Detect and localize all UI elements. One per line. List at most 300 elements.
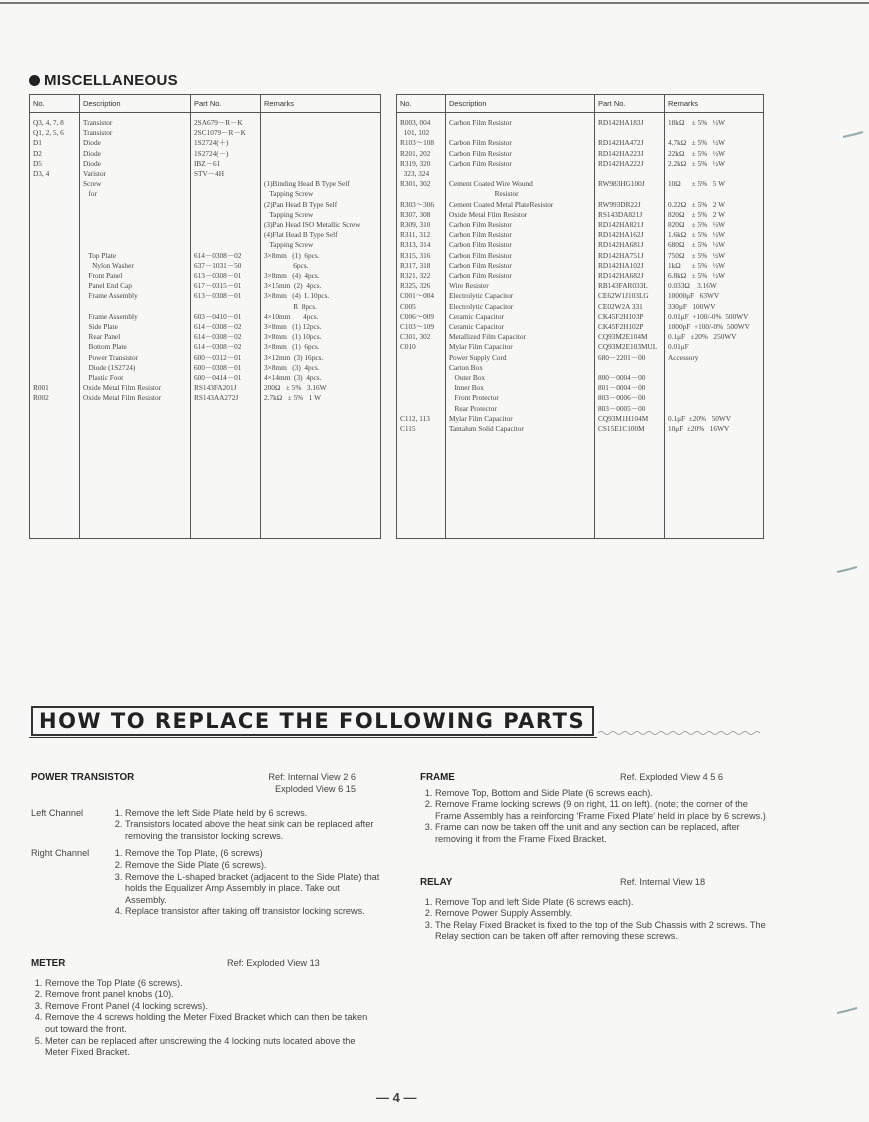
parts-table-right — [396, 94, 764, 539]
table-cell: C301, 302 — [397, 332, 446, 342]
table-row — [30, 159, 381, 169]
table-cell: 4×10mm 4pcs. — [261, 312, 381, 322]
table-row — [30, 240, 381, 250]
table-cell: D5 — [30, 159, 80, 169]
table-cell: Tapping Screw — [261, 189, 381, 199]
table-cell — [30, 373, 80, 383]
table-cell — [397, 383, 446, 393]
table-cell: 10μF ±20% 16WV — [665, 424, 764, 434]
left-channel-block — [31, 808, 381, 843]
table-cell: 2.7kΩ ± 5% 1 W — [261, 393, 381, 403]
table-cell — [665, 373, 764, 383]
table-cell — [80, 404, 191, 539]
meter-steps — [31, 978, 381, 1059]
table-cell: C115 — [397, 424, 446, 434]
table-cell — [30, 342, 80, 352]
column-header: Part No. — [191, 95, 261, 113]
table-row — [397, 200, 764, 210]
table-cell: 4.7kΩ ± 5% ½W — [665, 138, 764, 148]
table-row — [30, 393, 381, 403]
table-cell: RS143AA272J — [191, 393, 261, 403]
table-cell: Diode — [80, 149, 191, 159]
table-cell: 600－0414－01 — [191, 373, 261, 383]
table-cell: 801－0004－00 — [595, 383, 665, 393]
right-channel-label: Right Channel — [31, 848, 90, 859]
table-row — [30, 302, 381, 312]
table-row — [397, 240, 764, 250]
table-cell: (3)Pan Head ISO Metallic Screw — [261, 220, 381, 230]
table-cell — [30, 353, 80, 363]
table-cell: Carbon Film Resistor — [446, 240, 595, 250]
meter-section — [31, 958, 381, 1059]
table-cell — [30, 220, 80, 230]
table-cell — [191, 404, 261, 539]
table-cell: 6pcs. — [261, 261, 381, 271]
table-cell — [80, 302, 191, 312]
table-row — [397, 291, 764, 301]
table-row — [397, 251, 764, 261]
table-cell: CK45F2H102P — [595, 322, 665, 332]
scan-mark-icon — [842, 131, 864, 139]
table-cell — [30, 210, 80, 220]
table-row — [30, 353, 381, 363]
table-cell: 3×8mm (3) 4pcs. — [261, 363, 381, 373]
table-cell: Panel End Cap — [80, 281, 191, 291]
table-cell: Tantalum Solid Capacitor — [446, 424, 595, 434]
table-cell — [30, 230, 80, 240]
table-cell: Carbon Film Resistor — [446, 159, 595, 169]
table-cell: 3×8mm (1) 12pcs. — [261, 322, 381, 332]
table-cell — [191, 210, 261, 220]
table-cell: Q1, 2, 5, 6 — [30, 128, 80, 138]
table-cell: 614－0308－02 — [191, 251, 261, 261]
table-cell: 10Ω ± 5% 5 W — [665, 179, 764, 189]
table-cell: 617－0315－01 — [191, 281, 261, 291]
table-cell: Cement Coated Metal PlateResistor — [446, 200, 595, 210]
table-cell — [80, 230, 191, 240]
table-cell: Carton Box — [446, 363, 595, 373]
table-cell — [261, 128, 381, 138]
table-cell: 600－0308－01 — [191, 363, 261, 373]
table-cell: Power Supply Cord — [446, 353, 595, 363]
table-cell: (2)Pan Head B Type Self — [261, 200, 381, 210]
table-cell: R325, 326 — [397, 281, 446, 291]
table-row — [397, 230, 764, 240]
table-cell: R001 — [30, 383, 80, 393]
table-cell: 1000pF +100/-0% 500WV — [665, 322, 764, 332]
table-cell: Ceramic Capacitor — [446, 312, 595, 322]
table-row — [397, 353, 764, 363]
bullet-dot-icon — [29, 75, 40, 86]
table-cell: 3×8mm (1) 10pcs. — [261, 332, 381, 342]
table-cell: 803－0006－00 — [595, 393, 665, 403]
table-cell: Cement Coated Wire Wound — [446, 179, 595, 189]
column-header: No. — [30, 95, 80, 113]
table-row — [397, 404, 764, 414]
table-row — [397, 138, 764, 148]
table-cell: 2SA679－R－K — [191, 113, 261, 129]
frame-ref: Ref. Exploded View 4 5 6 — [620, 772, 724, 782]
table-cell: Nylon Washer — [80, 261, 191, 271]
table-row — [397, 322, 764, 332]
table-cell: Front Protector — [446, 393, 595, 403]
table-cell — [665, 434, 764, 538]
table-cell — [446, 128, 595, 138]
table-cell — [397, 373, 446, 383]
list-item: 1. Remove Top, Bottom and Side Plate (6 screws each). — [435, 788, 768, 800]
table-cell — [30, 281, 80, 291]
left-channel-label: Left Channel — [31, 807, 84, 818]
table-header-row — [397, 95, 764, 113]
table-cell — [191, 179, 261, 189]
table-cell: D1 — [30, 138, 80, 148]
table-cell: (1)Binding Head B Type Self — [261, 179, 381, 189]
table-cell: 0.033Ω 3.16W — [665, 281, 764, 291]
table-cell: Top Plate — [80, 251, 191, 261]
table-row — [397, 363, 764, 373]
table-row — [30, 138, 381, 148]
relay-title: RELAY — [420, 877, 453, 888]
table-cell — [30, 332, 80, 342]
table-cell — [665, 363, 764, 373]
table-cell — [397, 189, 446, 199]
table-cell: D2 — [30, 149, 80, 159]
table-cell — [665, 189, 764, 199]
table-row — [30, 291, 381, 301]
table-cell: CE62W1J103LG — [595, 291, 665, 301]
table-cell — [595, 434, 665, 538]
table-cell — [191, 189, 261, 199]
meter-title: METER — [31, 958, 66, 969]
table-cell: C010 — [397, 342, 446, 352]
table-cell: C005 — [397, 302, 446, 312]
table-row — [30, 251, 381, 261]
table-row — [30, 149, 381, 159]
relay-section — [420, 877, 768, 943]
table-row — [30, 169, 381, 179]
table-row — [397, 210, 764, 220]
table-cell: 637－1031－50 — [191, 261, 261, 271]
table-cell: RD142HA681J — [595, 240, 665, 250]
section-banner: HOW TO REPLACE THE FOLLOWING PARTS — [31, 706, 594, 736]
frame-title: FRAME — [420, 772, 455, 783]
table-cell: Carbon Film Resistor — [446, 138, 595, 148]
table-cell: 680Ω ± 5% ½W — [665, 240, 764, 250]
column-header: Remarks — [261, 95, 381, 113]
table-row — [30, 200, 381, 210]
table-cell: Oxide Metal Film Resistor — [446, 210, 595, 220]
table-cell: Screw — [80, 179, 191, 189]
table-cell — [30, 312, 80, 322]
list-item: 2. Remove the Side Plate (6 screws). — [125, 860, 381, 872]
table-row — [397, 332, 764, 342]
table-row — [397, 342, 764, 352]
table-cell — [665, 128, 764, 138]
wavy-line-decoration — [598, 730, 764, 736]
table-row — [30, 281, 381, 291]
table-cell — [397, 393, 446, 403]
table-cell — [261, 159, 381, 169]
table-cell: Mylar Film Capacitor — [446, 414, 595, 424]
table-cell: 614－0308－02 — [191, 322, 261, 332]
table-cell: CQ93M1H104M — [595, 414, 665, 424]
table-cell: 2SC1079－R－K — [191, 128, 261, 138]
table-cell: 680－2201－00 — [595, 353, 665, 363]
table-cell: R 8pcs. — [261, 302, 381, 312]
table-cell: RD142HA751J — [595, 251, 665, 261]
power-transistor-ref: Ref: Internal View 2 6 Exploded View 6 15 — [268, 772, 356, 794]
table-cell: Ceramic Capacitor — [446, 322, 595, 332]
table-cell: Tapping Screw — [261, 210, 381, 220]
table-cell: Inner Box — [446, 383, 595, 393]
column-header: No. — [397, 95, 446, 113]
table-cell: (4)Flat Head B Type Self — [261, 230, 381, 240]
table-row — [397, 383, 764, 393]
table-row — [30, 322, 381, 332]
table-cell — [30, 261, 80, 271]
table-cell: RD142HA222J — [595, 159, 665, 169]
table-cell — [191, 220, 261, 230]
table-cell: CE02W2A 331 — [595, 302, 665, 312]
table-cell: RD142HA472J — [595, 138, 665, 148]
table-cell: RW983HG100J — [595, 179, 665, 189]
table-cell: 0.1μF ±20% 250WV — [665, 332, 764, 342]
parts-table-left — [29, 94, 381, 539]
table-cell: R307, 308 — [397, 210, 446, 220]
table-cell: Power Transistor — [80, 353, 191, 363]
table-cell: 323, 324 — [397, 169, 446, 179]
table-cell: Diode — [80, 159, 191, 169]
table-cell: 101, 102 — [397, 128, 446, 138]
banner-underline — [29, 737, 597, 738]
table-cell: Mylar Film Capacitor — [446, 342, 595, 352]
table-cell: 200Ω ± 5% 3.16W — [261, 383, 381, 393]
table-cell — [595, 189, 665, 199]
table-cell — [80, 200, 191, 210]
table-cell — [30, 179, 80, 189]
table-cell: D3, 4 — [30, 169, 80, 179]
table-cell: C112, 113 — [397, 414, 446, 424]
list-item: 1. Remove the Top Plate (6 screws). — [45, 978, 381, 990]
table-cell: R003, 004 — [397, 113, 446, 129]
table-row — [30, 312, 381, 322]
scan-mark-icon — [836, 566, 858, 574]
table-row — [30, 220, 381, 230]
table-cell: Rear Protector — [446, 404, 595, 414]
table-row — [397, 189, 764, 199]
table-cell — [30, 291, 80, 301]
table-cell: Carbon Film Resistor — [446, 261, 595, 271]
table-row — [30, 383, 381, 393]
table-cell — [30, 251, 80, 261]
table-cell: 613－0308－01 — [191, 271, 261, 281]
table-cell: 750Ω ± 5% ½W — [665, 251, 764, 261]
table-cell: C103～109 — [397, 322, 446, 332]
column-header: Description — [80, 95, 191, 113]
list-item: 4. Replace transistor after taking off transistor locking screws. — [125, 906, 381, 918]
power-transistor-section — [31, 772, 381, 924]
table-cell: 600－0312－01 — [191, 353, 261, 363]
table-cell — [191, 200, 261, 210]
table-cell — [446, 169, 595, 179]
table-row — [397, 179, 764, 189]
meter-ref: Ref: Exploded View 13 — [227, 958, 320, 968]
table-cell: Metallized Film Capacitor — [446, 332, 595, 342]
relay-ref: Ref. Internal View 18 — [620, 877, 706, 887]
table-cell — [595, 128, 665, 138]
table-cell: R319, 320 — [397, 159, 446, 169]
table-cell: 803－0005－00 — [595, 404, 665, 414]
table-cell: R309, 310 — [397, 220, 446, 230]
table-cell — [397, 353, 446, 363]
table-cell — [261, 138, 381, 148]
table-cell — [191, 230, 261, 240]
table-cell: 614－0308－02 — [191, 332, 261, 342]
table-cell: Frame Assembly — [80, 312, 191, 322]
table-cell: 22kΩ ± 5% ½W — [665, 149, 764, 159]
table-cell: Wire Resister — [446, 281, 595, 291]
table-row — [397, 128, 764, 138]
table-row — [30, 189, 381, 199]
table-cell — [397, 404, 446, 414]
list-item: 1. Remove the Top Plate, (6 screws) — [125, 848, 381, 860]
frame-steps — [420, 788, 768, 846]
table-row — [30, 113, 381, 129]
table-filler-row — [397, 434, 764, 538]
table-cell — [446, 434, 595, 538]
table-row — [30, 332, 381, 342]
table-row — [30, 271, 381, 281]
table-cell — [665, 383, 764, 393]
table-cell: 614－0308－02 — [191, 342, 261, 352]
table-row — [397, 302, 764, 312]
table-cell — [80, 220, 191, 230]
table-cell: R301, 302 — [397, 179, 446, 189]
table-cell — [30, 271, 80, 281]
table-cell: Oxide Metal Film Resistor — [80, 383, 191, 393]
table-cell: 10000μF 63WV — [665, 291, 764, 301]
table-cell — [30, 200, 80, 210]
table-cell: for — [80, 189, 191, 199]
table-cell — [261, 404, 381, 539]
table-row — [30, 230, 381, 240]
table-row — [397, 113, 764, 129]
list-item: 3. Remove the L-shaped bracket (adjacent to the Side Plate) that holds the Equalizer Amp Assembly in place. Take out Assembly. — [125, 872, 381, 907]
table-cell: R321, 322 — [397, 271, 446, 281]
table-cell: Carbon Film Resistor — [446, 271, 595, 281]
table-cell: CQ93M2E103MUL — [595, 342, 665, 352]
table-cell: 2.2kΩ ± 5% ½W — [665, 159, 764, 169]
table-cell: 1S2724(－) — [191, 149, 261, 159]
table-row — [397, 159, 764, 169]
table-cell: 820Ω ± 5% 2 W — [665, 210, 764, 220]
table-cell: R201, 202 — [397, 149, 446, 159]
table-row — [397, 393, 764, 403]
table-cell: Carbon Film Resistor — [446, 149, 595, 159]
table-cell: 3×8mm (1) 6pcs. — [261, 342, 381, 352]
table-cell: Oxide Metal Film Resistor — [80, 393, 191, 403]
table-row — [397, 220, 764, 230]
list-item: 2. Remove Power Supply Assembly. — [435, 908, 768, 920]
table-cell: R317, 318 — [397, 261, 446, 271]
list-item: 3. Remove Front Panel (4 locking screws). — [45, 1001, 381, 1013]
table-cell — [80, 240, 191, 250]
table-cell: 1kΩ ± 5% ½W — [665, 261, 764, 271]
table-cell: Bottom Plate — [80, 342, 191, 352]
table-cell — [595, 363, 665, 373]
table-cell — [665, 404, 764, 414]
table-cell — [30, 363, 80, 373]
table-cell: 6.8kΩ ± 5% ½W — [665, 271, 764, 281]
table-cell: R002 — [30, 393, 80, 403]
table-cell: 820Ω ± 5% ½W — [665, 220, 764, 230]
table-cell: Varistor — [80, 169, 191, 179]
table-cell: Outer Box — [446, 373, 595, 383]
table-cell: Carbon Film Resistor — [446, 230, 595, 240]
table-cell: 603－0410－01 — [191, 312, 261, 322]
table-cell: STV－4H — [191, 169, 261, 179]
table-cell: Rear Panel — [80, 332, 191, 342]
table-cell — [397, 434, 446, 538]
table-cell: 3×8mm (4) 4pcs. — [261, 271, 381, 281]
table-cell — [80, 210, 191, 220]
table-cell: RS143FA201J — [191, 383, 261, 393]
table-row — [397, 281, 764, 291]
table-cell: 0.01μF — [665, 342, 764, 352]
table-cell: 4×14mm (3) 4pcs. — [261, 373, 381, 383]
list-item: 4. Remove the 4 screws holding the Meter Fixed Bracket which can then be taken out toward the front. — [45, 1012, 381, 1035]
table-cell: R311, 312 — [397, 230, 446, 240]
column-header: Part No. — [595, 95, 665, 113]
table-cell: 0.1μF ±20% 50WV — [665, 414, 764, 424]
table-cell: Diode — [80, 138, 191, 148]
list-item: 2. Remove Frame locking screws (9 on right, 11 on left). (note; the corner of the Frame Assembly has a reinforcing 'Frame Fixed Plate' held in place by 6 screws.) — [435, 799, 768, 822]
table-cell: RD142HA682J — [595, 271, 665, 281]
table-cell: Carbon Film Resistor — [446, 220, 595, 230]
left-channel-steps — [110, 808, 381, 843]
table-cell: Diode (1S2724) — [80, 363, 191, 373]
power-transistor-title: POWER TRANSISTOR — [31, 772, 135, 783]
table-row — [397, 169, 764, 179]
table-cell — [30, 404, 80, 539]
column-header: Description — [446, 95, 595, 113]
table-cell: 1.6kΩ ± 5% ½W — [665, 230, 764, 240]
misc-heading: MISCELLANEOUS — [29, 72, 178, 89]
table-row — [397, 424, 764, 434]
table-cell — [191, 302, 261, 312]
table-row — [397, 271, 764, 281]
table-cell: Transistor — [80, 113, 191, 129]
table-row — [30, 210, 381, 220]
table-cell: Accessory — [665, 353, 764, 363]
table-cell: 3×12mm (3) 16pcs. — [261, 353, 381, 363]
table-cell — [30, 302, 80, 312]
list-item: 3. The Relay Fixed Bracket is fixed to the top of the Sub Chassis with 2 screws. The Relay section can be taken off after removing these screws. — [435, 920, 768, 943]
relay-steps — [420, 897, 768, 943]
table-cell: CS15E1C100M — [595, 424, 665, 434]
table-cell — [261, 113, 381, 129]
table-cell: RD142HA183J — [595, 113, 665, 129]
table-cell: R313, 314 — [397, 240, 446, 250]
table-row — [30, 261, 381, 271]
table-header-row — [30, 95, 381, 113]
table-cell — [665, 393, 764, 403]
table-cell: Carbon Film Resistor — [446, 113, 595, 129]
table-cell: Frame Assembly — [80, 291, 191, 301]
list-item: 5. Meter can be replaced after unscrewing the 4 locking nuts located above the Meter Fixed Bracket. — [45, 1036, 381, 1059]
list-item: 1. Remove the left Side Plate held by 6 screws. — [125, 808, 381, 820]
table-cell: 3×15mm (2) 4pcs. — [261, 281, 381, 291]
